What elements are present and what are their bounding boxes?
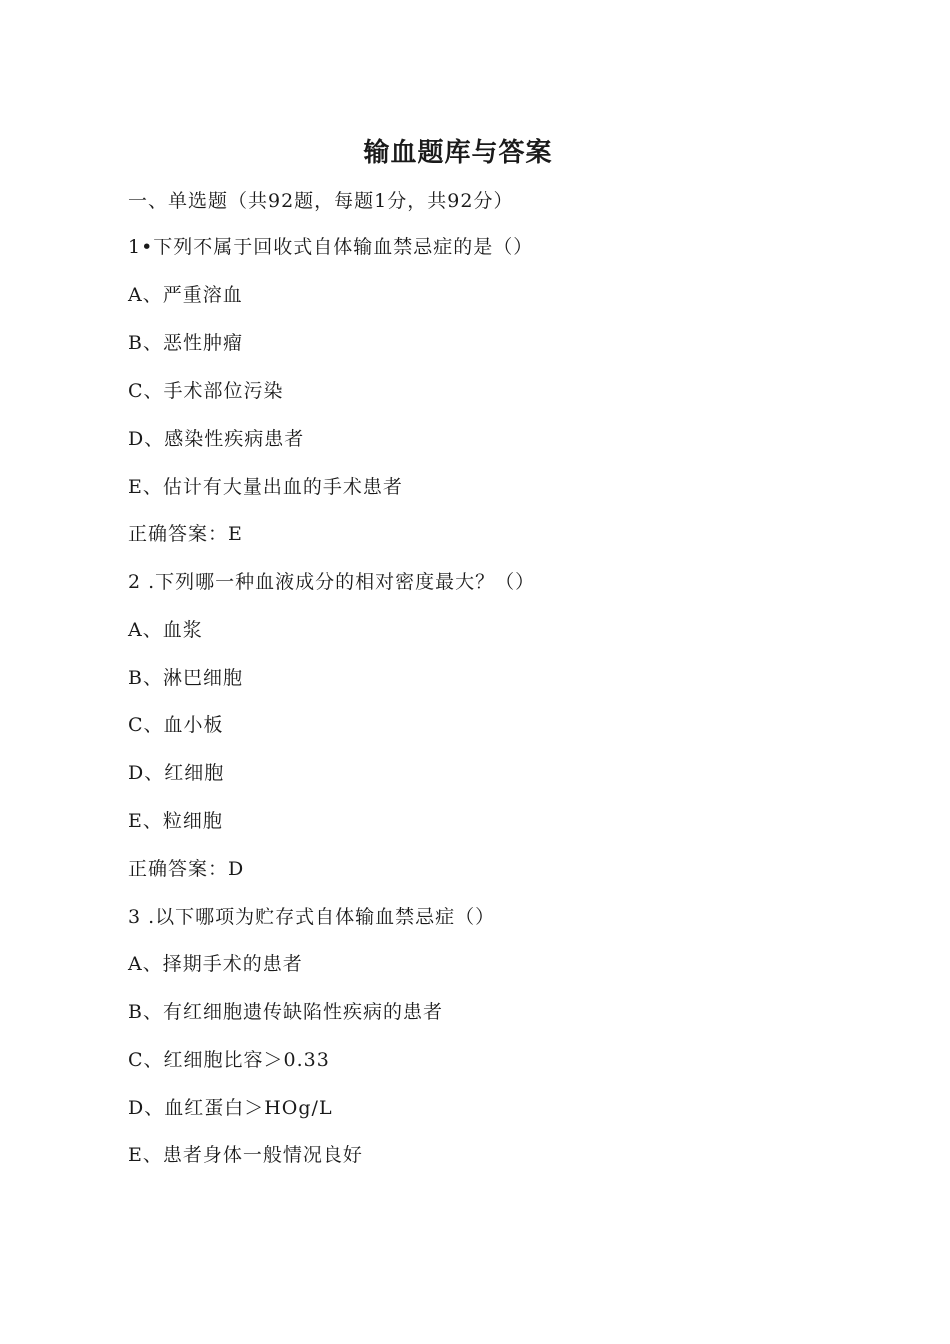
option-e: E、估计有大量出血的手术患者 <box>128 476 403 498</box>
option-b: B、有红细胞遗传缺陷性疾病的患者 <box>128 1001 443 1023</box>
document-title: 输血题库与答案 <box>363 138 553 168</box>
question-stem: 2 .下列哪一种血液成分的相对密度最大？（） <box>128 571 536 593</box>
option-b: B、淋巴细胞 <box>128 667 243 689</box>
answer-line: 正确答案：D <box>128 858 245 880</box>
option-d: D、血红蛋白＞HOg/L <box>128 1097 333 1119</box>
option-b: B、恶性肿瘤 <box>128 332 243 354</box>
option-c: C、红细胞比容＞0.33 <box>128 1049 330 1071</box>
option-c: C、血小板 <box>128 714 224 736</box>
option-a: A、血浆 <box>128 619 203 641</box>
option-e: E、粒细胞 <box>128 810 223 832</box>
question-stem: 3 .以下哪项为贮存式自体输血禁忌症（） <box>128 906 496 928</box>
option-d: D、感染性疾病患者 <box>128 428 305 450</box>
section-heading: 一、单选题（共92题，每题1分，共92分） <box>128 190 514 212</box>
question-stem: 1•下列不属于回收式自体输血禁忌症的是（） <box>128 236 534 258</box>
answer-line: 正确答案：E <box>128 523 243 545</box>
option-e: E、患者身体一般情况良好 <box>128 1144 363 1166</box>
option-a: A、择期手术的患者 <box>128 953 303 975</box>
option-a: A、严重溶血 <box>128 284 243 306</box>
option-d: D、红细胞 <box>128 762 225 784</box>
option-c: C、手术部位污染 <box>128 380 284 402</box>
